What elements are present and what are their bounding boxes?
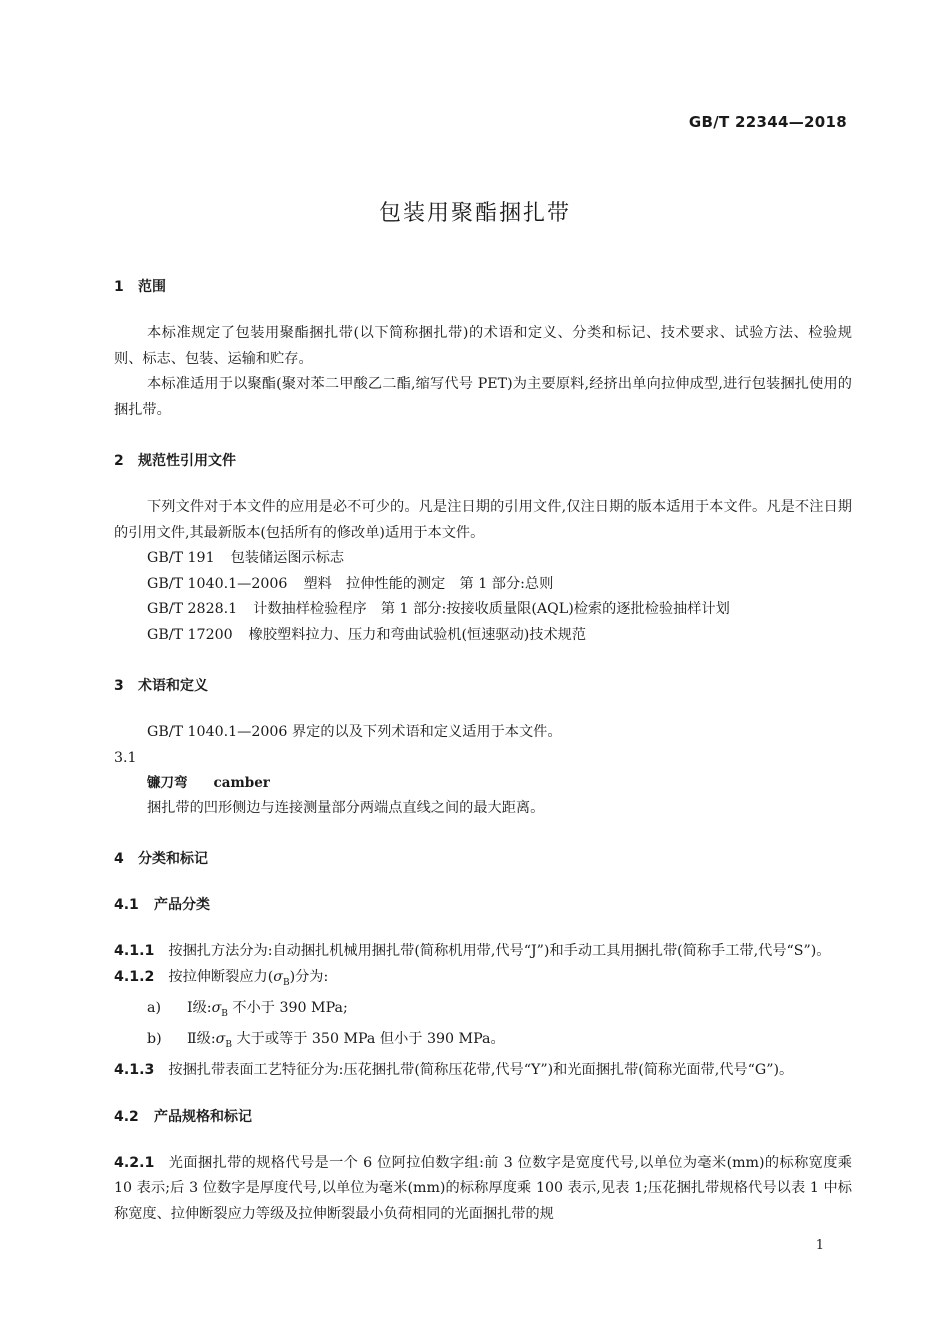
term-chinese: 镰刀弯: [147, 774, 188, 791]
section-title: 规范性引用文件: [138, 453, 236, 469]
term-definition: 捆扎带的凹形侧边与连接测量部分两端点直线之间的最大距离。: [147, 799, 545, 816]
reference-title: 橡胶塑料拉力、压力和弯曲试验机(恒速驱动)技术规范: [248, 626, 587, 643]
section-number: 2: [114, 453, 124, 469]
subsection-number: 4.2: [114, 1108, 139, 1125]
standard-code: GB/T 22344—2018: [688, 113, 847, 131]
reference-code: GB/T 1040.1—2006: [147, 575, 288, 592]
section-heading-classification: [114, 847, 852, 872]
paragraph: 本标准规定了包装用聚酯捆扎带(以下简称捆扎带)的术语和定义、分类和标记、技术要求、试验方法、检验规则、标志、包装、运输和贮存。: [114, 325, 852, 367]
reference-item: [114, 546, 852, 572]
paragraph: 本标准适用于以聚酯(聚对苯二甲酸乙二酯,缩写代号 PET)为主要原料,经挤出单向拉伸成型,进行包装捆扎使用的捆扎带。: [114, 376, 852, 418]
reference-code: GB/T 2828.1: [147, 601, 238, 617]
sigma-subscript: B: [225, 1039, 232, 1050]
reference-title: 塑料 拉伸性能的测定 第 1 部分:总则: [303, 575, 554, 592]
clause-number: 4.1.3: [114, 1062, 155, 1079]
reference-item: [114, 597, 852, 623]
document-title: 包装用聚酯捆扎带: [378, 201, 571, 226]
section-number: 4: [114, 851, 124, 867]
document-body: [114, 275, 852, 1227]
term-english: camber: [213, 774, 270, 791]
subsection-heading: [114, 1105, 852, 1130]
subsection-title: 产品规格和标记: [154, 1108, 252, 1125]
clause-text: 光面捆扎带的规格代号是一个 6 位阿拉伯数字组:前 3 位数字是宽度代号,以单位为毫米(mm)的标称宽度乘 10 表示;后 3 位数字是厚度代号,以单位为毫米(mm)的标称厚度乘 100 表示,见表 1;压花捆扎带规格代号以表 1 中标称宽度、拉伸断裂应力等级及拉伸断裂最小负荷相同的光面捆扎带的规: [114, 1154, 852, 1222]
clause-4-1-1: [114, 939, 852, 965]
section-number: 1: [114, 279, 124, 295]
section-heading-normative-references: [114, 449, 852, 474]
subsection-heading: [114, 893, 852, 918]
term-entry: [114, 771, 852, 796]
term-number: 3.1: [114, 749, 137, 766]
section-number: 3: [114, 678, 124, 694]
section-heading-terms: [114, 674, 852, 699]
section-title: 范围: [138, 279, 166, 295]
list-text: Ⅱ级:: [187, 1031, 216, 1048]
clause-text: 按拉伸断裂应力(: [168, 968, 274, 985]
clause-text: 按捆扎带表面工艺特征分为:压花捆扎带(简称压花带,代号“Y”)和光面捆扎带(简称光面带,代号“G”)。: [168, 1062, 794, 1079]
sigma-subscript: B: [221, 1008, 228, 1019]
list-item: [114, 1027, 852, 1058]
list-label: a): [147, 999, 161, 1016]
reference-item: [114, 623, 852, 649]
reference-code: GB/T 17200: [147, 626, 233, 643]
reference-item: [114, 572, 852, 598]
list-text: Ⅰ级:: [187, 999, 212, 1016]
clause-text: 按捆扎方法分为:自动捆扎机械用捆扎带(简称机用带,代号“J”)和手动工具用捆扎带(简称手工带,代号“S”)。: [168, 943, 831, 959]
clause-number: 4.1.1: [114, 943, 155, 959]
reference-code: GB/T 191: [147, 550, 215, 566]
sigma-symbol: σ: [211, 999, 222, 1016]
sigma-symbol: σ: [273, 968, 283, 985]
sigma-subscript: B: [282, 977, 290, 988]
page-number: 1: [815, 1238, 824, 1253]
section-title: 分类和标记: [138, 851, 208, 867]
paragraph: GB/T 1040.1—2006 界定的以及下列术语和定义适用于本文件。: [147, 724, 562, 740]
list-text-end: 大于或等于 350 MPa 但小于 390 MPa。: [231, 1031, 505, 1048]
clause-text-end: )分为:: [289, 968, 329, 985]
list-item: [114, 996, 852, 1027]
list-text-end: 不小于 390 MPa;: [227, 999, 348, 1016]
subsection-title: 产品分类: [154, 897, 210, 913]
paragraph: 下列文件对于本文件的应用是必不可少的。凡是注日期的引用文件,仅注日期的版本适用于本文件。凡是不注日期的引用文件,其最新版本(包括所有的修改单)适用于本文件。: [114, 499, 852, 541]
clause-4-1-3: [114, 1058, 852, 1084]
clause-4-1-2: [114, 965, 852, 996]
reference-title: 包装储运图示标志: [230, 550, 345, 566]
list-label: b): [147, 1031, 162, 1048]
reference-title: 计数抽样检验程序 第 1 部分:按接收质量限(AQL)检索的逐批检验抽样计划: [253, 601, 730, 617]
section-title: 术语和定义: [138, 678, 208, 694]
section-heading-scope: [114, 275, 852, 300]
sigma-symbol: σ: [215, 1031, 226, 1048]
clause-number: 4.1.2: [114, 968, 155, 985]
clause-4-2-1: [114, 1151, 852, 1228]
clause-number: 4.2.1: [114, 1154, 155, 1171]
subsection-number: 4.1: [114, 897, 139, 913]
